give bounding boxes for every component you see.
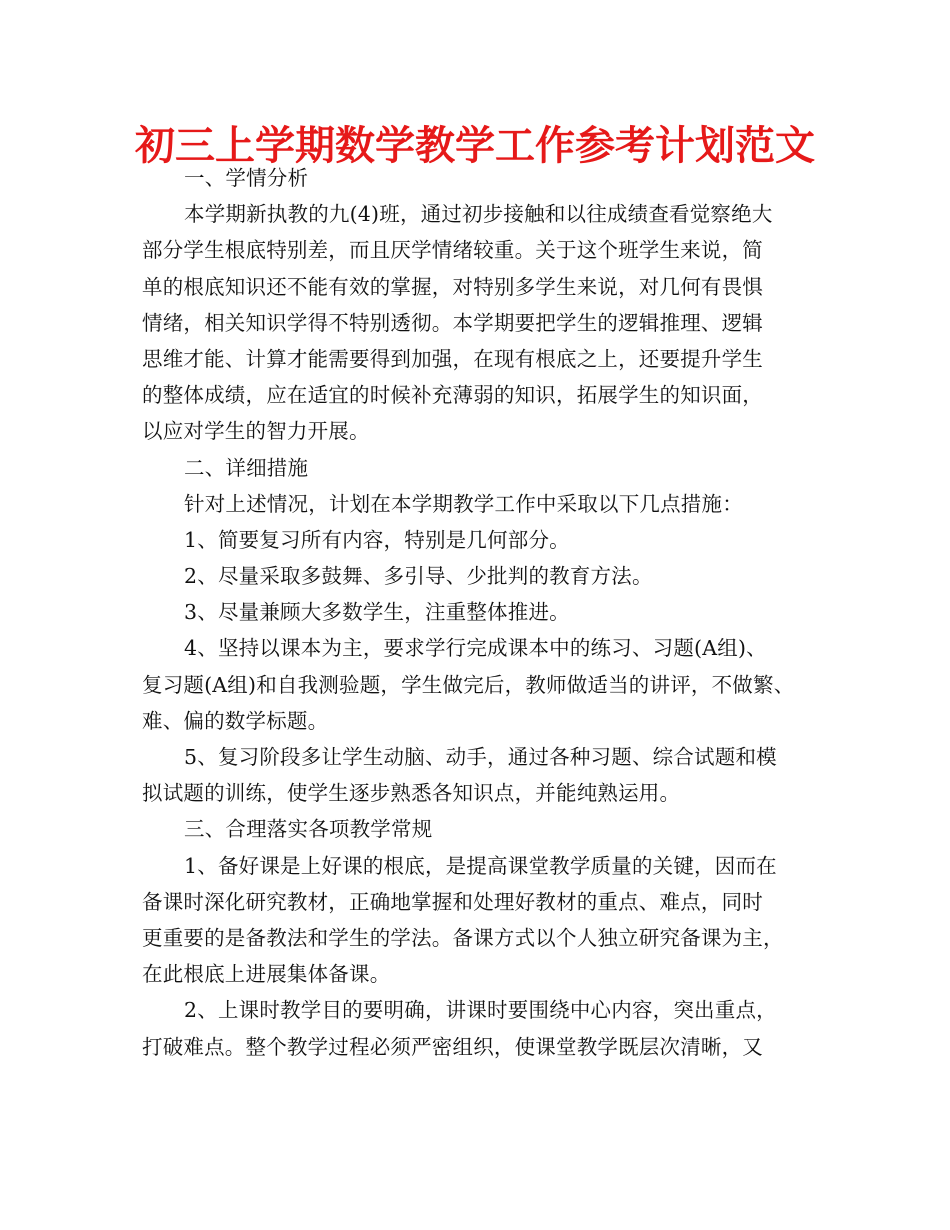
document-title: 初三上学期数学教学工作参考计划范文 [135,123,815,169]
paragraph-line: 打破难点。整个教学过程必须严密组织，使课堂教学既层次清晰，又 [142,1034,763,1059]
paragraph-line: 在此根底上进展集体备课。 [142,962,391,987]
paragraph-line: 以应对学生的智力开展。 [142,419,370,444]
paragraph-line: 针对上述情况，计划在本学期教学工作中采取以下几点措施： [184,491,743,516]
paragraph-line: 单的根底知识还不能有效的掌握，对特别多学生来说，对几何有畏惧 [142,274,763,299]
list-item: 5、复习阶段多让学生动脑、动手，通过各种习题、综合试题和模 [184,745,777,769]
paragraph-line: 备课时深化研究教材，正确地掌握和处理好教材的重点、难点，同时 [142,889,763,914]
document-body [142,160,817,1065]
section-heading-1: 一、学情分析 [184,166,309,190]
paragraph-line: 部分学生根底特别差，而且厌学情绪较重。关于这个班学生来说，简 [142,238,763,263]
list-item: 2、上课时教学目的要明确，讲课时要围绕中心内容，突出重点， [184,998,777,1023]
paragraph-line: 拟试题的训练，使学生逐步熟悉各知识点，并能纯熟运用。 [142,781,681,806]
paragraph-line: 复习题(A组)和自我测验题，学生做完后，教师做适当的讲评，不做繁、 [142,672,795,697]
paragraph-line: 更重要的是备教法和学生的学法。备课方式以个人独立研究备课为主， [142,925,784,950]
paragraph-line: 的整体成绩，应在适宜的时候补充薄弱的知识，拓展学生的知识面， [142,383,763,408]
paragraph-line: 本学期新执教的九(4)班，通过初步接触和以往成绩查看觉察绝大 [184,202,773,227]
list-item: 2、尽量采取多鼓舞、多引导、少批判的教育方法。 [184,564,653,589]
paragraph-line: 难、偏的数学标题。 [142,708,329,733]
list-item: 4、坚持以课本为主，要求学行完成课本中的练习、习题(A组)、 [184,636,767,661]
section-heading-3: 三、合理落实各项教学常规 [184,817,433,842]
list-item: 1、简要复习所有内容，特别是几何部分。 [184,527,570,552]
section-heading-2: 二、详细措施 [184,455,309,480]
paragraph-line: 思维才能、计算才能需要得到加强，在现有根底之上，还要提升学生 [142,346,763,371]
list-item: 1、备好课是上好课的根底，是提高课堂教学质量的关键，因而在 [184,853,777,878]
paragraph-line: 情绪，相关知识学得不特别透彻。本学期要把学生的逻辑推理、逻辑 [142,310,763,335]
list-item: 3、尽量兼顾大多数学生，注重整体推进。 [184,600,570,625]
